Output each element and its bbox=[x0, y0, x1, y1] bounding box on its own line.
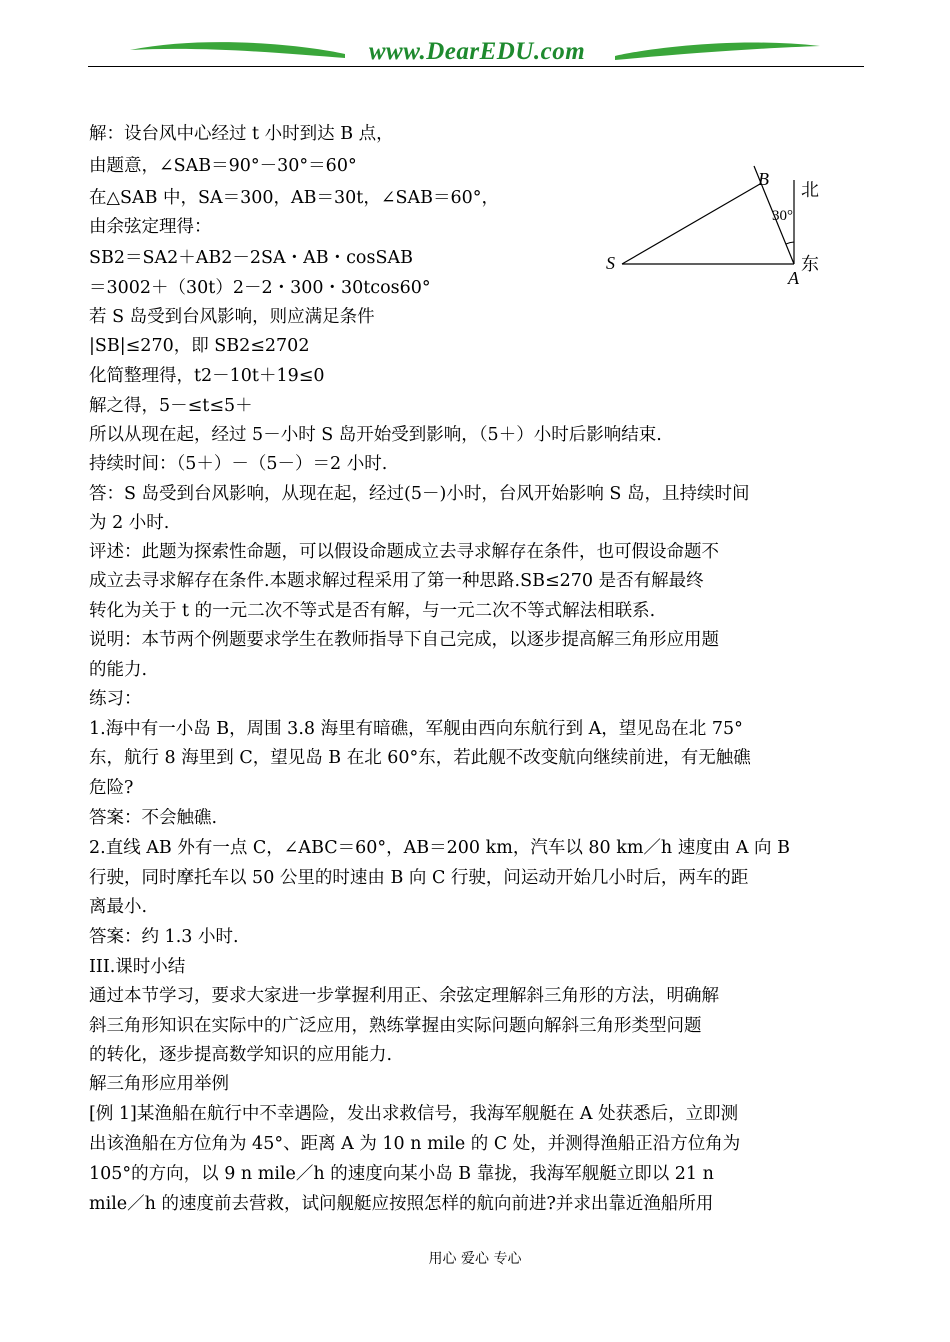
text-line: 解之得，5－≤t≤5＋ bbox=[89, 396, 253, 416]
text-line: 由余弦定理得： bbox=[89, 217, 212, 237]
text-line: 的转化，逐步提高数学知识的应用能力. bbox=[89, 1045, 393, 1065]
triangle-diagram bbox=[598, 160, 838, 290]
page-footer: 用心 爱心 专心 bbox=[428, 1251, 522, 1267]
text-line: 斜三角形知识在实际中的广泛应用，熟练掌握由实际问题向解斜三角形类型问题 bbox=[89, 1016, 702, 1036]
site-logo: www.DearEDU.com bbox=[368, 38, 586, 65]
text-line: 化简整理得，t2－10t＋19≤0 bbox=[89, 366, 325, 386]
text-line: 的能力. bbox=[89, 660, 148, 680]
text-line: 解：设台风中心经过 t 小时到达 B 点， bbox=[89, 124, 394, 144]
text-line: 出该渔船在方位角为 45°、距离 A 为 10 n mile 的 C 处，并测得渔船正沿方位角为 bbox=[89, 1134, 741, 1154]
text-line: 解三角形应用举例 bbox=[89, 1074, 229, 1094]
text-line: 离最小. bbox=[89, 897, 148, 917]
text-line: 答：S 岛受到台风影响，从现在起，经过(5－)小时，台风开始影响 S 岛，且持续时间 bbox=[89, 484, 750, 504]
text-line: 持续时间：（5＋）－（5－）＝2 小时. bbox=[89, 454, 388, 474]
angle-arc bbox=[786, 242, 794, 244]
text-line: 转化为关于 t 的一元二次不等式是否有解，与一元二次不等式解法相联系. bbox=[89, 601, 656, 621]
text-line: 通过本节学习，要求大家进一步掌握利用正、余弦定理解斜三角形的方法，明确解 bbox=[89, 986, 719, 1006]
text-line: 由题意，∠SAB＝90°－30°＝60° bbox=[89, 156, 357, 176]
text-line: 评述：此题为探索性命题，可以假设命题成立去寻求解存在条件，也可假设命题不 bbox=[89, 542, 719, 562]
text-line: 说明：本节两个例题要求学生在教师指导下自己完成，以逐步提高解三角形应用题 bbox=[89, 630, 719, 650]
label-a: A bbox=[788, 268, 799, 288]
text-line: SB2＝SA2＋AB2－2SA・AB・cosSAB bbox=[89, 248, 413, 268]
label-b: B bbox=[758, 169, 769, 189]
header-divider bbox=[88, 66, 864, 67]
text-line: 所以从现在起，经过 5－小时 S 岛开始受到影响，（5＋）小时后影响结束. bbox=[89, 425, 662, 445]
text-line: 若 S 岛受到台风影响，则应满足条件 bbox=[89, 307, 375, 327]
label-north: 北 bbox=[801, 180, 819, 201]
text-line: 2.直线 AB 外有一点 C，∠ABC＝60°，AB＝200 km，汽车以 80 km／h 速度由 A 向 B bbox=[89, 838, 790, 858]
text-line: mile／h 的速度前去营救，试问舰艇应按照怎样的航向前进?并求出靠近渔船所用 bbox=[89, 1194, 714, 1214]
text-line: 危险? bbox=[89, 778, 134, 798]
text-line: 1.海中有一小岛 B，周围 3.8 海里有暗礁，军舰由西向东航行到 A，望见岛在北 75° bbox=[89, 719, 743, 739]
text-line: 答案：不会触礁. bbox=[89, 808, 218, 828]
label-s: S bbox=[606, 253, 615, 273]
text-line: 行驶，同时摩托车以 50 公里的时速由 B 向 C 行驶，问运动开始几小时后，两车的距 bbox=[89, 868, 749, 888]
text-line: |SB|≤270，即 SB2≤2702 bbox=[89, 336, 310, 356]
text-line: [例 1]某渔船在航行中不幸遇险，发出求救信号，我海军舰艇在 A 处获悉后，立即测 bbox=[89, 1104, 739, 1124]
text-line: 为 2 小时. bbox=[89, 513, 170, 533]
label-east: 东 bbox=[801, 254, 819, 275]
line-sb bbox=[622, 184, 760, 264]
label-angle: 30° bbox=[772, 208, 793, 224]
text-line: 练习： bbox=[89, 689, 142, 709]
text-line: 成立去寻求解存在条件.本题求解过程采用了第一种思路.SB≤270 是否有解最终 bbox=[89, 571, 704, 591]
text-line: III.课时小结 bbox=[89, 957, 186, 977]
text-line: 在△SAB 中，SA＝300，AB＝30t，∠SAB＝60°， bbox=[89, 188, 500, 208]
text-line: 东，航行 8 海里到 C，望见岛 B 在北 60°东，若此舰不改变航向继续前进，有无触礁 bbox=[89, 748, 751, 768]
text-line: 答案：约 1.3 小时. bbox=[89, 927, 239, 947]
text-line: ＝3002＋（30t）2－2・300・30tcos60° bbox=[89, 278, 431, 298]
text-line: 105°的方向，以 9 n mile／h 的速度向某小岛 B 靠拢，我海军舰艇立即以 21 n bbox=[89, 1164, 714, 1184]
